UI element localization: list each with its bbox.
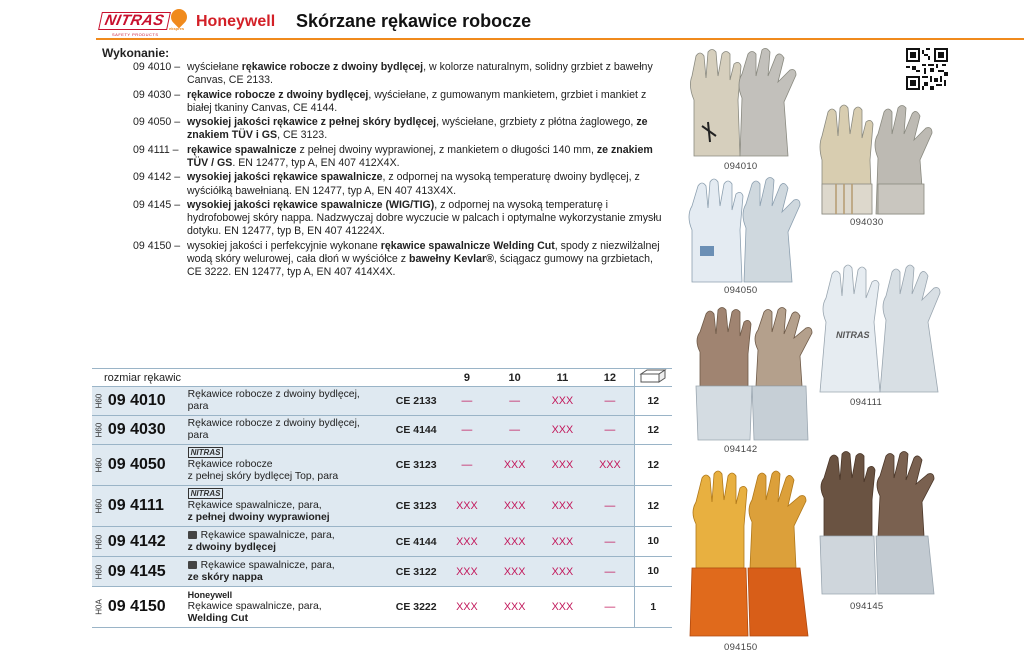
caption-094145: 094145	[850, 601, 884, 612]
ce-class: CE 4144	[389, 416, 443, 445]
execution-item-bold: rękawice spawalnicze Welding Cut	[380, 239, 555, 252]
execution-item-bold: wysokiej jakości rękawice spawalnicze	[187, 171, 383, 184]
execution-item-code: 09 4142 –	[133, 171, 181, 184]
execution-item-code: 09 4150 –	[133, 239, 181, 252]
table-row	[92, 445, 672, 486]
caption-094050: 094050	[724, 285, 758, 296]
article-number: 09 4142	[106, 527, 186, 557]
page-title: Skórzane rękawice robocze	[296, 11, 532, 31]
row-desc-line2: z dwoiny bydlęcej	[187, 541, 276, 553]
execution-item-text: , wyściełane, grzbiety z płótna żaglowego,	[436, 116, 637, 129]
row-side-code-text: H0A	[94, 599, 104, 615]
nitras-logo-text: NITRAS	[98, 12, 171, 30]
glove-image-094010	[684, 48, 810, 160]
package-qty: 12	[634, 445, 672, 486]
row-desc-line1: Rękawice robocze z dwoiny bydlęcej,	[187, 389, 360, 400]
caption-094111: 094111	[850, 397, 883, 408]
row-side-code	[92, 587, 106, 628]
execution-item-code: 09 4050 –	[133, 116, 181, 129]
execution-item	[100, 144, 670, 170]
execution-item-bold: rękawice spawalnicze	[187, 143, 297, 156]
row-desc-line2: ze skóry nappa	[187, 571, 263, 583]
row-side-code-text: H60	[94, 422, 104, 438]
execution-item-bold: wysokiej jakości rękawice z pełnej skóry bydlęcej	[187, 116, 437, 129]
execution-item-text: , spody z niezwilżalnej wodą skóry welurowej, cała dłoń w wyściółce z	[187, 239, 660, 265]
size-10-cell: XXX	[491, 587, 539, 628]
row-description	[186, 387, 390, 416]
row-side-code-text: H60	[94, 564, 104, 579]
size-11-cell: XXX	[539, 587, 587, 628]
row-description	[186, 445, 390, 486]
size-11-cell: XXX	[539, 416, 587, 445]
size-9-cell: —	[443, 416, 491, 445]
execution-item	[100, 240, 670, 280]
execution-item	[100, 116, 670, 142]
package-box-icon	[634, 369, 672, 387]
product-table	[92, 368, 672, 628]
row-side-code	[92, 445, 106, 486]
size-10-cell: XXX	[491, 445, 539, 486]
size-12-cell: —	[586, 416, 634, 445]
size-9-cell: XXX	[443, 527, 491, 557]
size-10-cell: XXX	[491, 527, 539, 557]
size-9-cell: —	[443, 445, 491, 486]
execution-item-text: , wyściełane, z gumowanym mankietem, grzbiet i mankiet z białej tkaniny Canvas, CE 4144.	[187, 88, 647, 114]
nitras-logo-subtitle: SAFETY PRODUCTS	[112, 32, 159, 37]
table-row	[92, 527, 672, 557]
execution-item	[100, 199, 670, 239]
execution-item-bold: ze znakiem TÜV i GS	[187, 116, 648, 142]
row-desc-line2: z pełnej skóry bydlęcej Top, para	[187, 471, 339, 482]
execution-item-text: , z odpornej na wysoką temperaturę i hydrofobowej skóry nappa. Nadzwyczaj dobre wyczucie w palcach i optymalne wykorzystanie zmysłu dotyku. EN 12477, typ B, EN 407 41224X.	[187, 198, 662, 238]
row-side-code-text: H60	[94, 393, 104, 409]
row-side-code	[92, 557, 106, 587]
row-desc-line1: Rękawice robocze	[187, 459, 273, 470]
size-header-9: 9	[443, 369, 491, 387]
row-description	[186, 587, 390, 628]
execution-item-text: wyściełane	[187, 61, 242, 73]
execution-item-bold: wysokiej jakości rękawice spawalnicze (WIG/TIG)	[187, 198, 435, 211]
nitras-mini-logo: NITRAS	[188, 447, 224, 458]
row-side-code-text: H60	[94, 457, 104, 473]
row-desc-line2: z pełnej dwoiny wyprawionej	[187, 512, 330, 523]
size-10-cell: —	[491, 387, 539, 416]
row-side-code	[92, 416, 106, 445]
article-number: 09 4111	[106, 486, 186, 527]
size-11-cell: XXX	[539, 387, 587, 416]
execution-item-bold: bawełny Kevlar®	[408, 252, 494, 265]
size-header-11: 11	[539, 369, 587, 387]
size-9-cell: XXX	[443, 557, 491, 587]
ce-class: CE 3123	[389, 486, 443, 527]
caption-094010: 094010	[724, 161, 758, 172]
glove-image-094142	[690, 306, 822, 444]
row-desc-line1: Rękawice spawalnicze, para,	[200, 529, 335, 541]
size-11-cell: XXX	[539, 445, 587, 486]
execution-item-bold: ze znakiem TÜV / GS	[187, 143, 653, 169]
ce-class: CE 3122	[389, 557, 443, 587]
size-12-cell: —	[586, 486, 634, 527]
size-12-cell: —	[586, 587, 634, 628]
brand-badge-icon	[188, 531, 197, 539]
size-label: rozmiar rękawic	[92, 369, 443, 387]
size-9-cell: XXX	[443, 587, 491, 628]
size-11-cell: XXX	[539, 527, 587, 557]
execution-item-text: . EN 12477, typ A, EN 407 412X4X.	[232, 156, 400, 169]
size-10-cell: XXX	[491, 557, 539, 587]
execution-item-text: , w kolorze naturalnym, solidny grzbiet z bawełny Canvas, CE 2133.	[187, 61, 653, 87]
execution-item-code: 09 4030 –	[133, 88, 181, 101]
table-row	[92, 557, 672, 587]
execution-item-bold: rękawice robocze z dwoiny bydlęcej	[241, 61, 424, 73]
glove-image-094111-logo: NITRAS	[836, 330, 870, 340]
package-qty: 12	[634, 416, 672, 445]
article-number: 09 4030	[106, 416, 186, 445]
row-description	[186, 527, 390, 557]
size-header-10: 10	[491, 369, 539, 387]
size-11-cell: XXX	[539, 557, 587, 587]
execution-item-text: , CE 3123.	[277, 129, 328, 142]
ce-class: CE 2133	[389, 387, 443, 416]
article-number: 09 4050	[106, 445, 186, 486]
package-qty: 12	[634, 486, 672, 527]
brand-badge-icon	[188, 561, 197, 569]
row-desc-line2: Welding Cut	[187, 613, 249, 624]
package-qty: 10	[634, 557, 672, 587]
execution-item	[100, 171, 670, 197]
package-qty: 12	[634, 387, 672, 416]
size-9-cell: —	[443, 387, 491, 416]
row-desc-line1: Rękawice spawalnicze, para,	[187, 500, 322, 511]
article-number: 09 4145	[106, 557, 186, 587]
package-qty: 1	[634, 587, 672, 628]
size-12-cell: XXX	[586, 445, 634, 486]
row-side-code	[92, 527, 106, 557]
page-header	[0, 0, 1024, 40]
row-desc-line1: Rękawice spawalnicze, para,	[187, 601, 322, 612]
row-side-code-text: H60	[94, 534, 104, 549]
row-description	[186, 557, 390, 587]
size-11-cell: XXX	[539, 486, 587, 527]
glove-image-094030	[818, 102, 942, 218]
caption-094030: 094030	[850, 217, 884, 228]
glove-image-094145	[816, 450, 948, 598]
table-header-row	[92, 369, 672, 387]
article-number: 09 4010	[106, 387, 186, 416]
size-header-12: 12	[586, 369, 634, 387]
table-row	[92, 587, 672, 628]
row-side-code	[92, 387, 106, 416]
row-desc-line1: Rękawice spawalnicze, para,	[200, 559, 335, 571]
honeywell-brand: Honeywell	[196, 13, 276, 30]
table-row	[92, 486, 672, 527]
glove-image-094050	[686, 176, 816, 286]
ce-class: CE 3222	[389, 587, 443, 628]
nitras-mini-logo: NITRAS	[188, 488, 224, 499]
honeywell-mini-logo: Honeywell	[187, 590, 233, 600]
execution-item	[100, 61, 670, 87]
execution-item-code: 09 4145 –	[133, 198, 181, 211]
execution-item-code: 09 4010 –	[133, 61, 181, 73]
execution-heading: Wykonanie:	[102, 46, 170, 60]
execution-item-code: 09 4111 –	[133, 143, 179, 156]
row-side-code	[92, 486, 106, 527]
package-qty: 10	[634, 527, 672, 557]
row-description	[186, 416, 390, 445]
row-description	[186, 486, 390, 527]
caption-094142: 094142	[724, 444, 758, 455]
execution-item-text: wysokiej jakości i perfekcyjnie wykonane	[187, 239, 381, 252]
row-desc-line1: Rękawice robocze z dwoiny bydlęcej,	[187, 418, 360, 429]
row-side-code-text: H60	[94, 498, 104, 514]
size-12-cell: —	[586, 527, 634, 557]
execution-item-text: , z odpornej na wysoką temperaturę dwoiny bydlęcej, z wyściółką bawełnianą. EN 12477, typ A, EN 407 413X4X.	[187, 171, 640, 197]
execution-item-text: , ściągacz gumowy na grzbietach, CE 3222. EN 12477, typ A, EN 407 414X4X.	[187, 252, 653, 279]
ce-class: CE 3123	[389, 445, 443, 486]
execution-list	[100, 61, 670, 281]
glove-image-094111	[816, 262, 962, 396]
caption-094150: 094150	[724, 642, 758, 653]
execution-item-bold: rękawice robocze z dwoiny bydlęcej	[187, 88, 369, 101]
table-row	[92, 416, 672, 445]
honeywell-flame-caption: ekspres	[169, 26, 185, 31]
size-9-cell: XXX	[443, 486, 491, 527]
table-row	[92, 387, 672, 416]
header-rule	[96, 38, 1024, 40]
size-10-cell: XXX	[491, 486, 539, 527]
size-12-cell: —	[586, 557, 634, 587]
ce-class: CE 4144	[389, 527, 443, 557]
glove-image-094150	[688, 468, 816, 640]
size-12-cell: —	[586, 387, 634, 416]
nitras-logo	[96, 10, 166, 38]
execution-item	[100, 89, 670, 115]
row-desc-line2: para	[187, 430, 209, 441]
qr-code[interactable]	[906, 48, 948, 90]
honeywell-flame-icon	[169, 9, 189, 33]
article-number: 09 4150	[106, 587, 186, 628]
execution-item-text: z pełnej dwoiny wyprawionej, z mankietem o długości 140 mm,	[296, 143, 597, 156]
size-10-cell: —	[491, 416, 539, 445]
row-desc-line2: para	[187, 401, 209, 412]
